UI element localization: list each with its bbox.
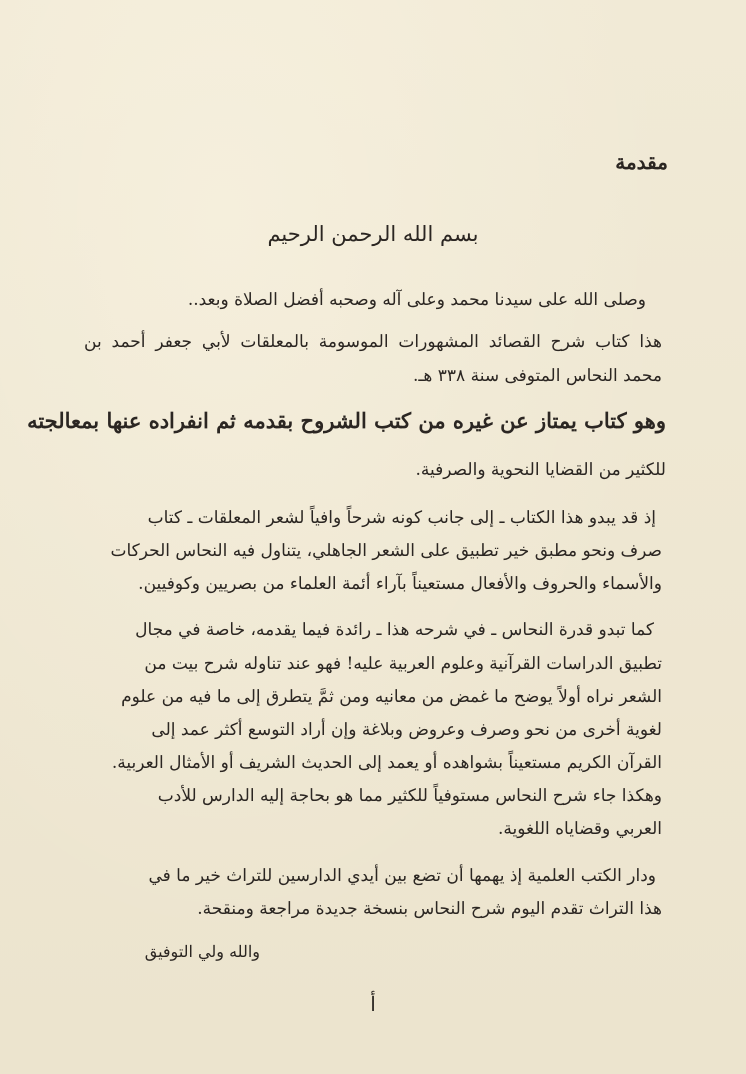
paragraph-line: الشعر نراه أولاً يوضح ما غمض من معانيه ومن ثمَّ يتطرق إلى ما فيه من علوم (121, 687, 662, 707)
paragraph-line: محمد النحاس المتوفى سنة ٣٣٨ هـ. (413, 366, 662, 386)
paragraph-line: للكثير من القضايا النحوية والصرفية. (415, 460, 666, 480)
paragraph-line: وهو كتاب يمتاز عن غيره من كتب الشروح بقدمه ثم انفراده عنها بمعالجته (27, 408, 666, 433)
paragraph-line: صرف ونحو مطبق خير تطبيق على الشعر الجاهلي، يتناول فيه النحاس الحركات (110, 541, 662, 561)
page-number: أ (370, 992, 376, 1016)
paragraph-line: لغوية أخرى من نحو وصرف وعروض وبلاغة وإن أراد التوسع أكثر عمد إلى (151, 720, 662, 740)
closing-line: والله ولي التوفيق (144, 942, 260, 961)
paragraph-line: هذا التراث تقدم اليوم شرح النحاس بنسخة جديدة مراجعة ومنقحة. (197, 899, 662, 919)
paragraph-line: تطبيق الدراسات القرآنية وعلوم العربية عليه! فهو عند تناوله شرح بيت من (144, 654, 662, 674)
paragraph-line: إذ قد يبدو هذا الكتاب ـ إلى جانب كونه شرحاً وافياً لشعر المعلقات ـ كتاب (147, 508, 656, 528)
paragraph-line: كما تبدو قدرة النحاس ـ في شرحه هذا ـ رائدة فيما يقدمه، خاصة في مجال (135, 620, 654, 640)
paragraph-line: هذا كتاب شرح القصائد المشهورات الموسومة بالمعلقات لأبي جعفر أحمد بن (84, 332, 662, 352)
paragraph-line: وهكذا جاء شرح النحاس مستوفياً للكثير مما هو بحاجة إليه الدارس للأدب (157, 786, 662, 806)
paragraph-line: القرآن الكريم مستعيناً بشواهده أو يعمد إلى الحديث الشريف أو الأمثال العربية. (111, 753, 662, 773)
paragraph-line: وصلى الله على سيدنا محمد وعلى آله وصحبه أفضل الصلاة وبعد.. (187, 290, 646, 310)
paragraph-line: العربي وقضاياه اللغوية. (497, 819, 662, 839)
paragraph-line: والأسماء والحروف والأفعال مستعيناً بآراء أئمة العلماء من بصريين وكوفيين. (138, 574, 662, 594)
section-heading: مقدمة (615, 150, 668, 174)
paragraph-line: ودار الكتب العلمية إذ يهمها أن تضع بين أيدي الدارسين للتراث خير ما في (148, 866, 656, 886)
basmala: بسم الله الرحمن الرحيم (267, 222, 479, 246)
